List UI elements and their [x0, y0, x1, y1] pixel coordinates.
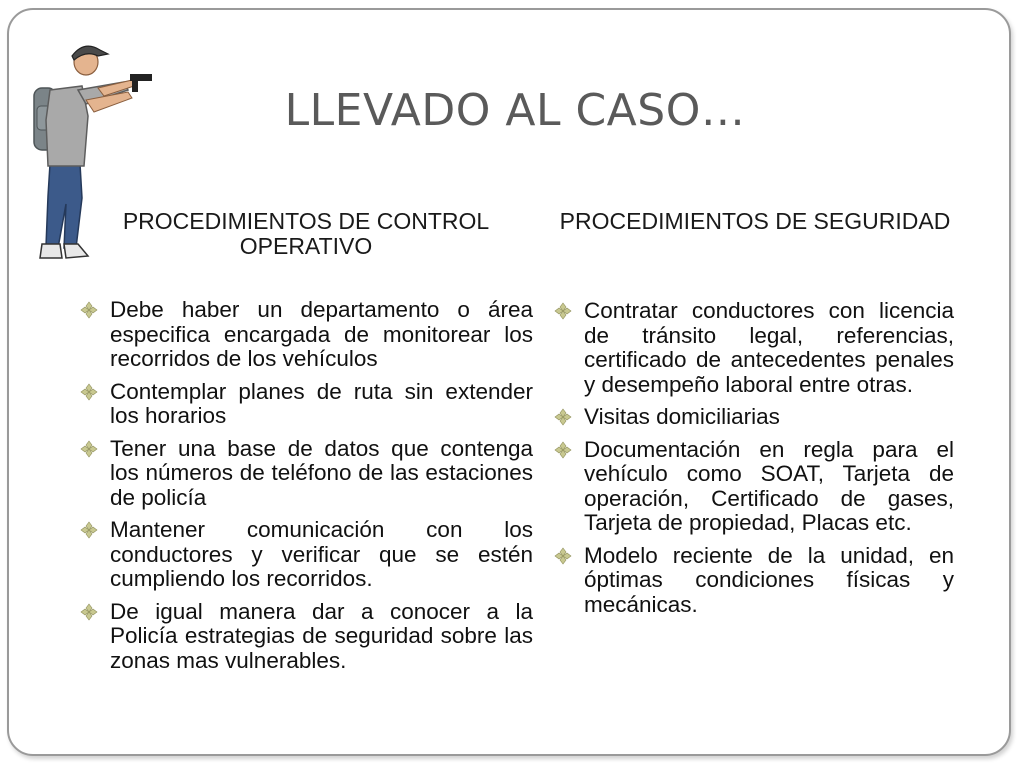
diamond-bullet-icon: [80, 440, 98, 458]
bullet-text: Tener una base de datos que contenga los números de teléfono de las estaciones de policía: [110, 435, 533, 510]
diamond-bullet-icon: [80, 521, 98, 539]
list-item: [552, 544, 954, 618]
bullet-text: Debe haber un departamento o área especifica encargada de monitorear los recorridos de los vehículos: [110, 297, 533, 371]
diamond-bullet-icon: [554, 547, 572, 565]
list-item: [552, 405, 954, 430]
list-item: [78, 600, 533, 674]
diamond-bullet-icon: [554, 441, 572, 459]
bullet-text: Visitas domiciliarias: [584, 404, 780, 429]
slide-title: LLEVADO AL CASO…: [284, 85, 746, 136]
diamond-bullet-icon: [554, 408, 572, 426]
bullet-text: Modelo reciente de la unidad, en óptimas condiciones físicas y mecánicas.: [584, 542, 954, 617]
diamond-bullet-icon: [80, 603, 98, 621]
bullet-text: De igual manera dar a conocer a la Policía estrategias de seguridad sobre las zonas mas vulnerables.: [110, 598, 533, 673]
bullet-text: Contemplar planes de ruta sin extender los horarios: [110, 378, 533, 428]
diamond-bullet-icon: [80, 301, 98, 319]
list-item: [78, 437, 533, 511]
right-column-heading: PROCEDIMIENTOS DE SEGURIDAD: [559, 208, 951, 234]
list-item: [78, 380, 533, 429]
list-item: [78, 298, 533, 372]
right-bullet-list: [552, 299, 954, 625]
left-bullet-list: [78, 298, 533, 681]
list-item: [552, 438, 954, 536]
list-item: [78, 518, 533, 592]
bullet-text: Documentación en regla para el vehículo como SOAT, Tarjeta de operación, Certificado de gases, Tarjeta de propiedad, Placas etc.: [584, 436, 954, 535]
diamond-bullet-icon: [80, 383, 98, 401]
diamond-bullet-icon: [554, 302, 572, 320]
left-column-heading: PROCEDIMIENTOS DE CONTROL OPERATIVO: [122, 208, 490, 259]
bullet-text: Contratar conductores con licencia de tránsito legal, referencias, certificado de antecedentes penales y desempeño laboral entre otras.: [584, 298, 954, 397]
bullet-text: Mantener comunicación con los conductores y verificar que se estén cumpliendo los recorridos.: [110, 517, 533, 591]
list-item: [552, 299, 954, 397]
